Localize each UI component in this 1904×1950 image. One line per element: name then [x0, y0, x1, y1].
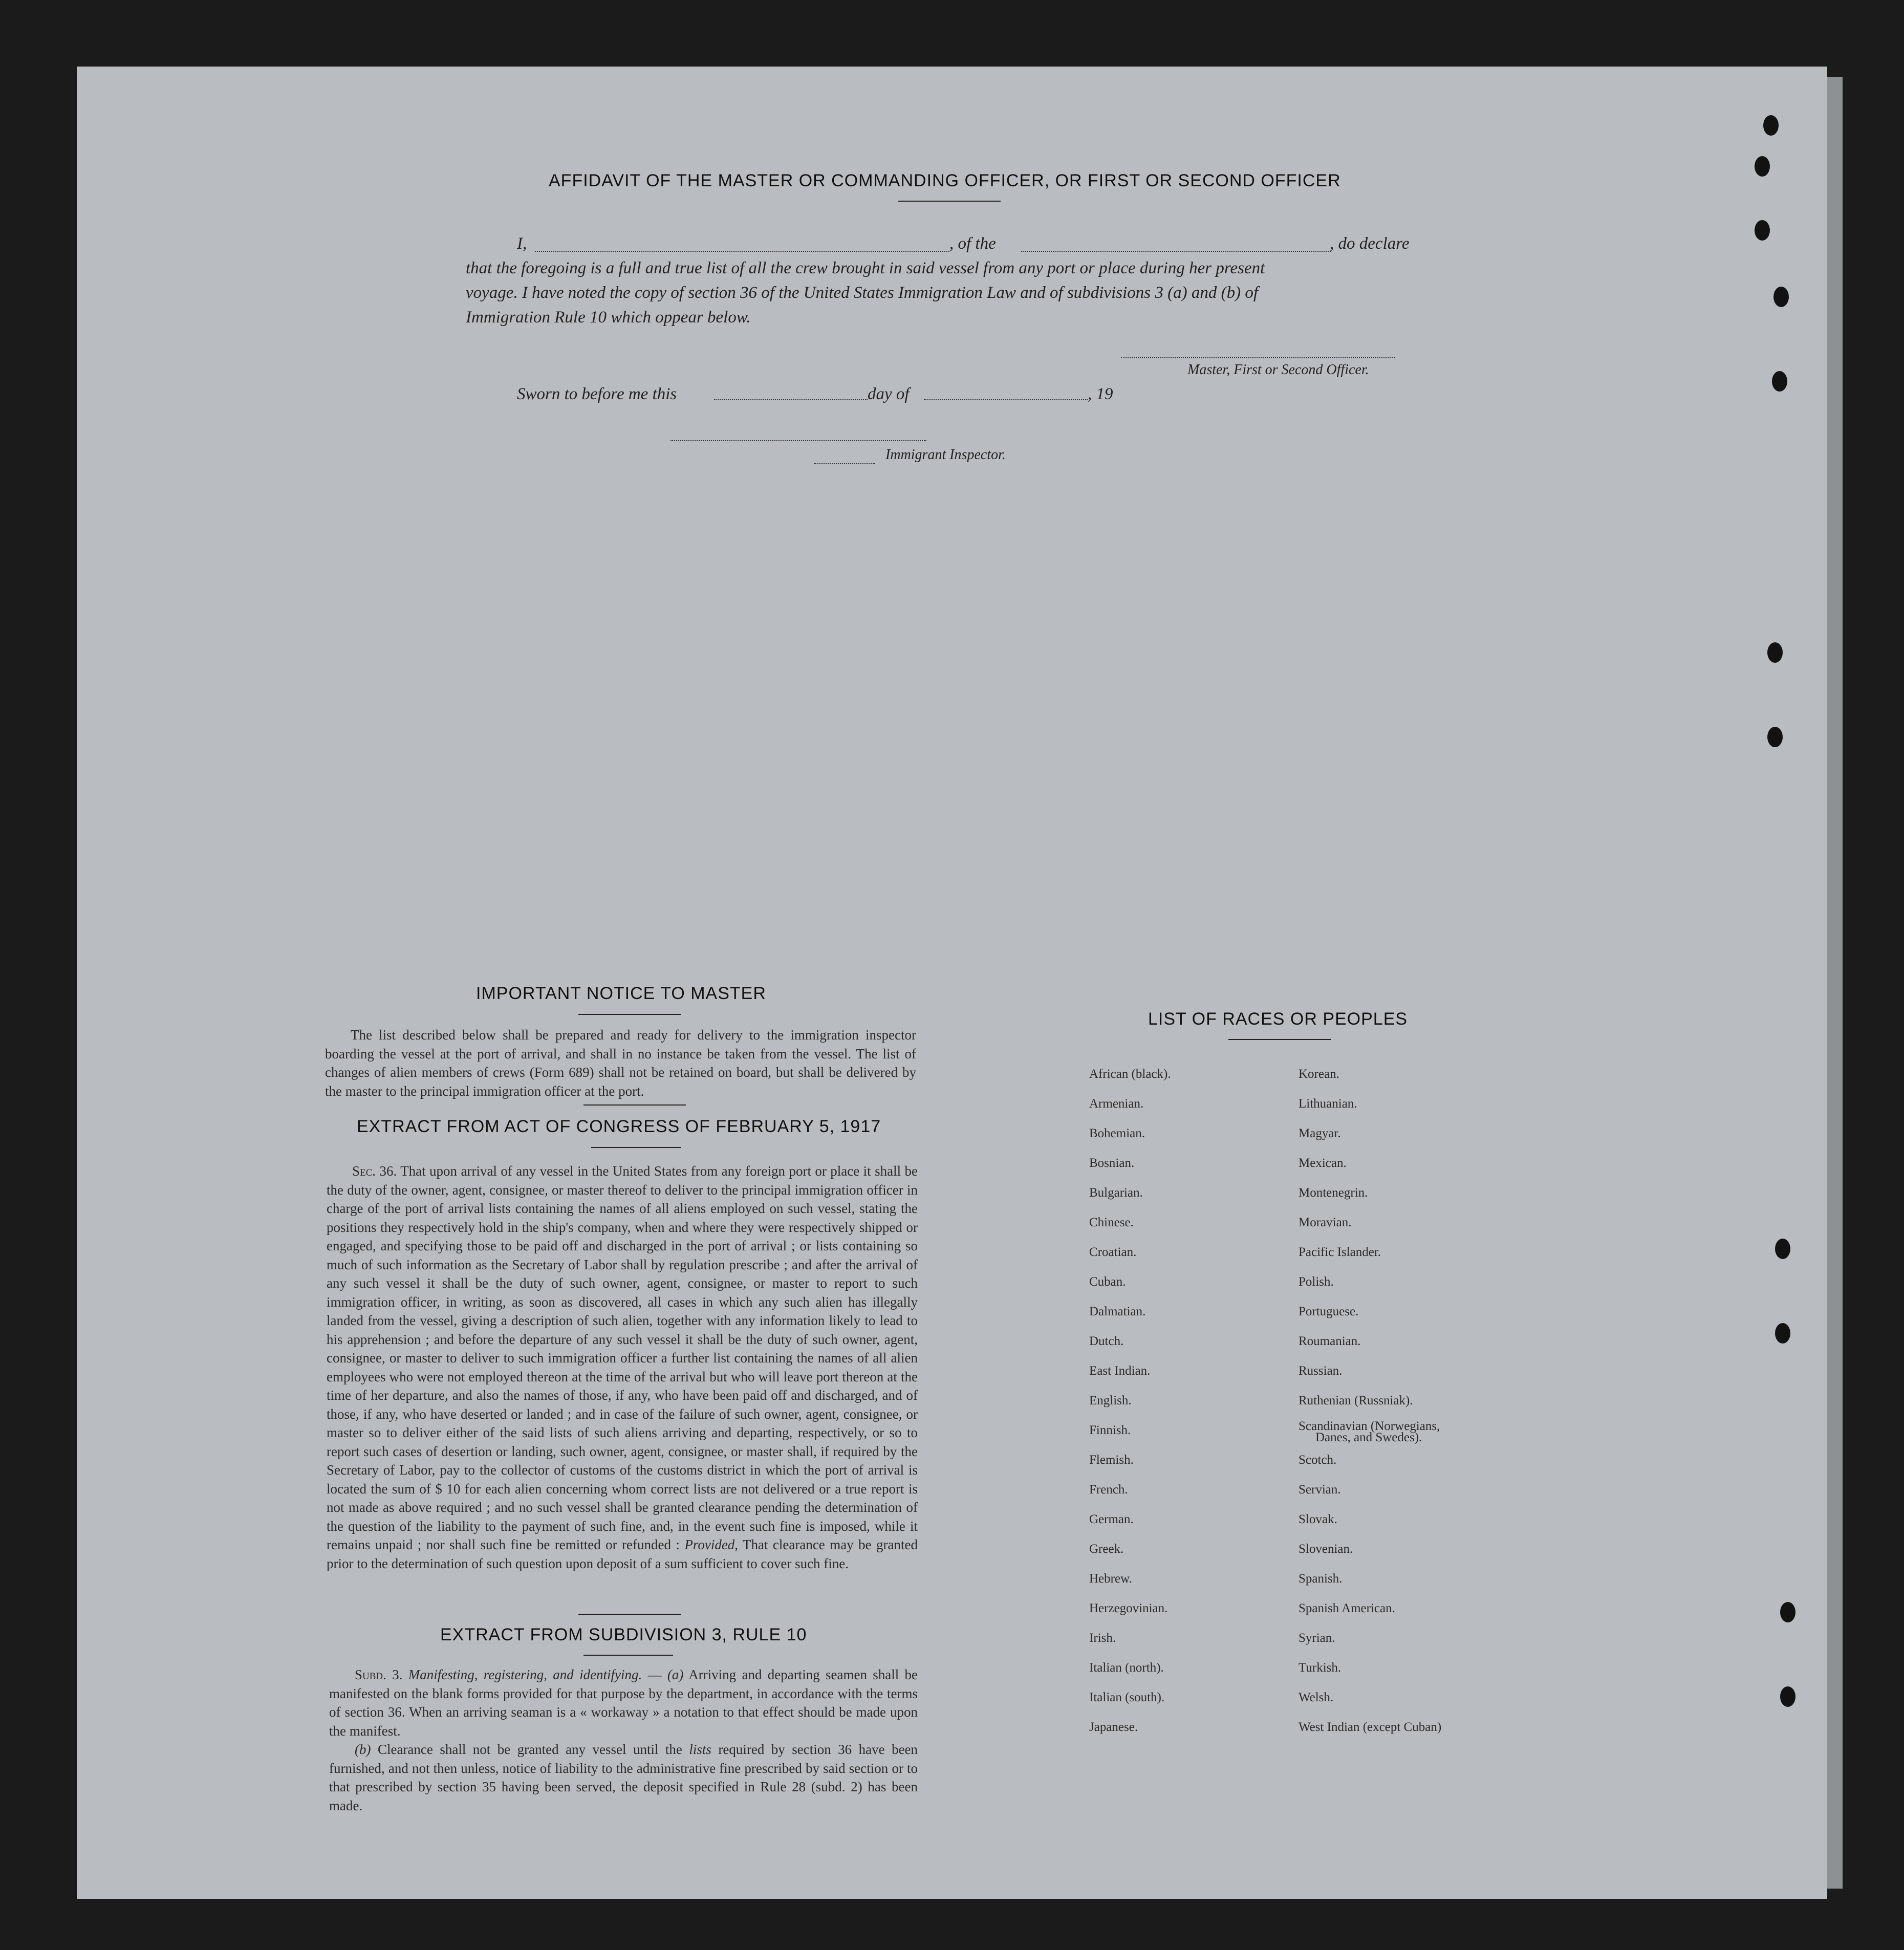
binder-hole: [1780, 1686, 1795, 1707]
race-item: Slovak.: [1299, 1512, 1337, 1526]
race-item: Pacific Islander.: [1299, 1245, 1381, 1259]
race-item: Korean.: [1299, 1067, 1339, 1081]
race-item: Chinese.: [1089, 1216, 1134, 1229]
binder-hole: [1772, 371, 1787, 392]
notice-title: IMPORTANT NOTICE TO MASTER: [476, 984, 766, 1003]
subdivision-a-paragraph: Subd. 3. Manifesting, registering, and identifying. — (a) Arriving and departing seamen shall be manifested on the blank forms provided for that purpose by the department, in accordance with the terms of section 36. When an arriving seaman is a « workaway » a notation to that effect should be made upon the manifest.: [329, 1667, 918, 1739]
affidavit-line-3: voyage. I have noted the copy of section 36 of the United States Immigration Law and of subdivisions 3 (a) and (b) of: [466, 284, 1259, 302]
para-b-marker: (b): [355, 1742, 371, 1757]
para-a-text: Arriving and departing seamen shall be manifested on the blank forms provided for that purpose by the department, in accordance with the terms of section 36. When an arriving seaman is a « workaway » a notation to that effect should be made upon the manifest.: [329, 1667, 918, 1739]
race-item: Russian.: [1299, 1364, 1343, 1378]
master-signature-label: Master, First or Second Officer.: [1187, 362, 1369, 378]
para-b-text-2: required by section 36 have been furnished, and not then unless, notice of liability to the administrative fine prescribed by said section or to that prescribed by section 35 having been served, the deposit specified in Rule 28 (subd. 2) has been made.: [329, 1742, 918, 1813]
race-item: Croatian.: [1089, 1245, 1137, 1259]
race-item: Italian (north).: [1089, 1661, 1164, 1675]
race-item: Dutch.: [1089, 1334, 1124, 1348]
sworn-before: Sworn to before me this: [517, 385, 677, 403]
race-item: Bosnian.: [1089, 1156, 1135, 1170]
races-title: LIST OF RACES OR PEOPLES: [1148, 1009, 1408, 1029]
sworn-month-blank[interactable]: [924, 399, 1088, 400]
races-underline: [1228, 1039, 1331, 1040]
race-item: Montenegrin.: [1299, 1186, 1368, 1200]
rule-underline: [583, 1655, 673, 1656]
race-item: Italian (south).: [1089, 1691, 1165, 1704]
provided-label: Provided,: [684, 1537, 739, 1552]
section-36-paragraph: [327, 1162, 918, 1573]
para-b-lists: lists: [689, 1742, 711, 1757]
race-item: Syrian.: [1299, 1631, 1335, 1645]
rule-title: EXTRACT FROM SUBDIVISION 3, RULE 10: [440, 1625, 807, 1644]
notice-underline: [578, 1014, 681, 1015]
race-item: Irish.: [1089, 1631, 1116, 1645]
race-item: Servian.: [1299, 1483, 1341, 1497]
race-item: Armenian.: [1089, 1097, 1144, 1111]
race-item: Mexican.: [1299, 1156, 1347, 1170]
race-item: Magyar.: [1299, 1126, 1341, 1140]
binder-hole: [1773, 287, 1789, 307]
race-item: Ruthenian (Russniak).: [1299, 1394, 1413, 1407]
race-item: Bohemian.: [1089, 1126, 1145, 1140]
sworn-year: , 19: [1088, 385, 1113, 403]
race-item: Greek.: [1089, 1542, 1124, 1556]
binder-hole: [1780, 1602, 1795, 1622]
section-36-text-end: That clearance may be granted prior to the determination of such question upon deposit of a sum sufficient to cover such fine.: [327, 1537, 918, 1571]
race-item: Portuguese.: [1299, 1305, 1359, 1318]
race-item: Polish.: [1299, 1275, 1334, 1289]
race-item: Flemish.: [1089, 1453, 1134, 1467]
subd-label: Subd. 3.: [355, 1667, 403, 1682]
inspector-label: Immigrant Inspector.: [885, 447, 1006, 463]
race-item: Scotch.: [1299, 1453, 1337, 1467]
para-a-marker: (a): [667, 1667, 684, 1682]
sworn-day-of: day of: [868, 385, 910, 403]
binder-hole: [1775, 1323, 1790, 1344]
race-item: African (black).: [1089, 1067, 1171, 1081]
affidavit-of-the: , of the: [949, 234, 996, 253]
name-blank[interactable]: [535, 251, 949, 252]
race-item: Turkish.: [1299, 1661, 1342, 1675]
race-item: English.: [1089, 1394, 1132, 1407]
affidavit-line-4: Immigration Rule 10 which oppear below.: [466, 308, 751, 327]
affidavit-line-2: that the foregoing is a full and true list of all the crew brought in said vessel from any port or place during her present: [466, 259, 1265, 277]
notice-text: [325, 1026, 916, 1100]
binder-hole: [1755, 156, 1770, 177]
race-item: Japanese.: [1089, 1720, 1138, 1734]
race-item: West Indian (except Cuban): [1299, 1720, 1442, 1734]
race-item: Slovenian.: [1299, 1542, 1353, 1556]
act-underline: [591, 1147, 681, 1148]
binder-hole: [1755, 220, 1770, 241]
race-item: Moravian.: [1299, 1216, 1352, 1229]
binder-hole: [1763, 115, 1779, 136]
binder-hole: [1767, 642, 1783, 663]
race-item: Cuban.: [1089, 1275, 1126, 1289]
race-item: Scandinavian (Norwegians,: [1299, 1419, 1440, 1433]
affidavit-title: AFFIDAVIT OF THE MASTER OR COMMANDING OFFICER, OR FIRST OR SECOND OFFICER: [549, 171, 1341, 190]
act-title: EXTRACT FROM ACT OF CONGRESS OF FEBRUARY 5, 1917: [357, 1117, 881, 1136]
subdivision-b-paragraph: [329, 1740, 918, 1815]
notice-paragraph: The list described below shall be prepared and ready for delivery to the immigration inspector boarding the vessel at the port of arrival, and shall in no instance be taken from the vessel. The list of changes of alien members of crews (Form 689) shall not be retained on board, but shall be delivered by the master to the principal immigration officer at the port.: [325, 1027, 916, 1099]
race-item: Herzegovinian.: [1089, 1601, 1168, 1615]
affidavit-i: I,: [517, 234, 527, 253]
rule-text: [329, 1665, 918, 1815]
master-signature-line[interactable]: [1121, 357, 1395, 358]
title-underline: [898, 201, 1001, 202]
act-text: [327, 1162, 918, 1573]
race-item: Welsh.: [1299, 1691, 1334, 1704]
separator-rule: [578, 1614, 681, 1615]
separator-rule: [583, 1104, 686, 1106]
inspector-signature-dots: [814, 463, 875, 464]
race-item-continuation: Danes, and Swedes).: [1315, 1431, 1422, 1444]
race-item: Finnish.: [1089, 1423, 1131, 1437]
affidavit-do-declare: , do declare: [1330, 234, 1410, 253]
race-item: German.: [1089, 1512, 1134, 1526]
race-item: Dalmatian.: [1089, 1305, 1146, 1318]
race-item: Lithuanian.: [1299, 1097, 1357, 1111]
section-36-text: That upon arrival of any vessel in the United States from any foreign port or place it shall be the duty of the owner, agent, consignee, or master thereof to deliver to the principal immigration officer in charge of the port of arrival lists containing the names of all aliens employed on such vessel, stating the positions they respectively hold in the ship's company, when and where they were respectively shipped or engaged, and specifying those to be paid off and discharged in the port of arrival ; or lists containing so much of such information as the Secretary of Labor shall by regulation prescribe ; and after the arrival of any such vessel it shall be the duty of such owner, agent, consignee, or master to report to such immigration officer, in writing, as soon as discovered, all cases in which any such alien has illegally landed from the vessel, giving a description of such alien, together with any information likely to lead to his apprehension ; and before the departure of any such vessel it shall be the duty of such owner, agent, consignee, or master to deliver to such immigration officer a further list containing the names of all alien employees who were not employed thereon at the time of the arrival but who will leave port thereon at the time of her departure, and also the names of those, if any, who have been paid off and discharged, and of those, if any, who have deserted or landed ; and in case of the failure of such owner, agent, consignee, or master so to deliver either of the said lists of such aliens arriving and departing, respectively, or so to report such cases of desertion or landing, such owner, agent, consignee, or master shall, if required by the Secretary of Labor, pay to the collector of customs of the customs district in which the port of arrival is located the sum of $ 10 for each alien concerning whom correct lists are not delivered or a true report is not made as above required ; and no such vessel shall be granted clearance pending the determination of the question of the liability to the payment of such fine, and, in the event such fine is imposed, while it remains unpaid ; nor shall such fine be remitted or refunded :: [327, 1163, 918, 1552]
race-item: Bulgarian.: [1089, 1186, 1143, 1200]
vessel-blank[interactable]: [1021, 251, 1331, 252]
race-item: Spanish American.: [1299, 1601, 1395, 1615]
race-item: East Indian.: [1089, 1364, 1151, 1378]
inspector-signature-line[interactable]: [670, 440, 926, 441]
para-b-text-1: Clearance shall not be granted any vessel until the: [377, 1742, 682, 1757]
race-item: Roumanian.: [1299, 1334, 1361, 1348]
race-item: Hebrew.: [1089, 1572, 1132, 1586]
race-item: French.: [1089, 1483, 1128, 1497]
binder-hole: [1775, 1239, 1790, 1259]
subd-heading: Manifesting, registering, and identifying.: [408, 1667, 642, 1682]
document-page: [77, 67, 1827, 1899]
binder-hole: [1767, 727, 1783, 747]
section-label: Sec. 36.: [352, 1163, 397, 1179]
sworn-day-blank[interactable]: [714, 399, 868, 400]
race-item: Spanish.: [1299, 1572, 1343, 1586]
